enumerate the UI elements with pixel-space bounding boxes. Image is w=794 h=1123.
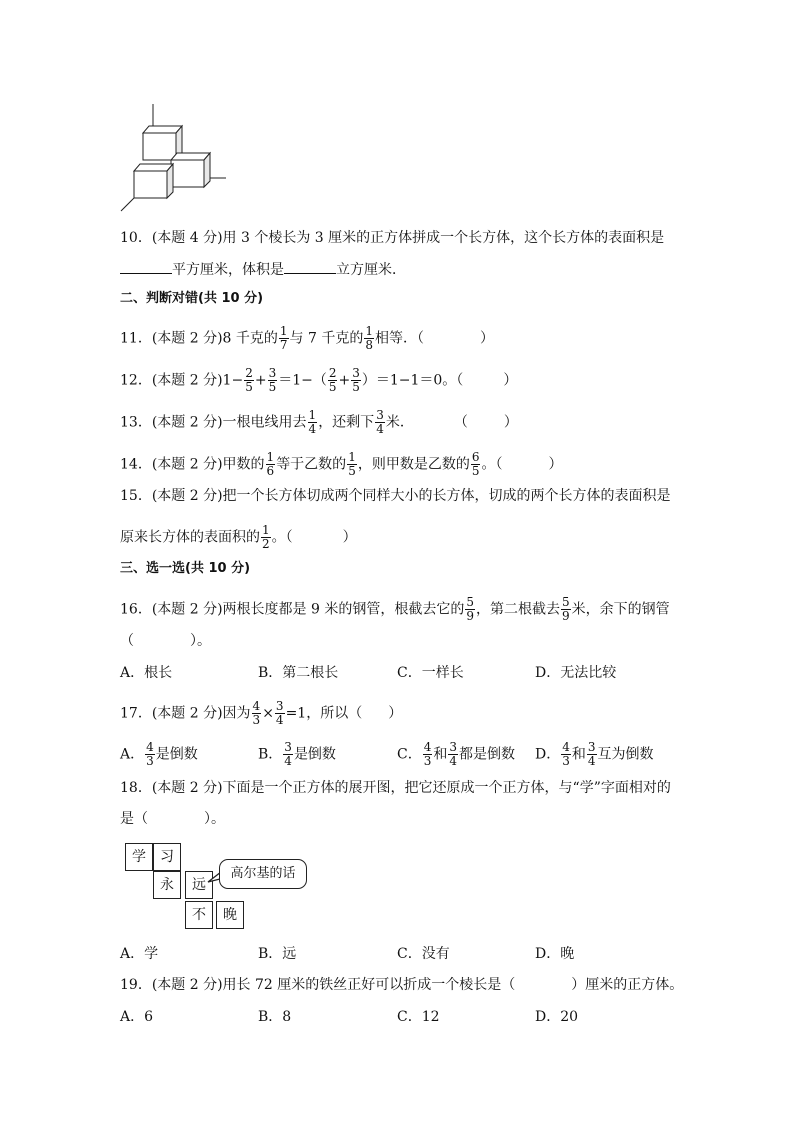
net-face-1: 学 — [125, 843, 153, 871]
fraction: $\frac{2}{5}$ — [245, 366, 253, 394]
fraction: $\frac{1}{2}$ — [262, 523, 270, 551]
net-face-3: 永 — [153, 871, 181, 899]
fraction: $\frac{4}{3}$ — [146, 740, 154, 768]
fraction: $\frac{6}{5}$ — [471, 450, 480, 478]
option-d[interactable]: D．20 — [535, 1009, 579, 1025]
net-face-4: 远 — [185, 871, 213, 899]
stacked-cubes-figure — [118, 100, 230, 215]
question-13: 13．(本题 2 分)一根电线用去 $\frac{1}{4}$ ，还剩下 $\frac{3}{4}$ 米． （ ） — [120, 408, 518, 436]
fraction: $\frac{3}{4}$ — [376, 408, 384, 436]
option-a[interactable]: A．根长 — [120, 665, 173, 681]
question-15-line2: 原来长方体的表面积的 $\frac{1}{2}$ 。（ ） — [120, 523, 357, 551]
fraction: $\frac{3}{5}$ — [268, 366, 277, 394]
fraction: $\frac{1}{7}$ — [279, 324, 288, 352]
fraction: $\frac{1}{4}$ — [308, 408, 317, 436]
fraction: $\frac{3}{4}$ — [284, 740, 292, 768]
fraction: $\frac{4}{3}$ — [423, 740, 432, 768]
fraction: $\frac{1}{5}$ — [348, 450, 356, 478]
net-face-5: 不 — [185, 901, 213, 929]
fraction: $\frac{2}{5}$ — [328, 366, 337, 394]
option-b[interactable]: B．远 — [258, 946, 297, 962]
fraction: $\frac{4}{3}$ — [562, 740, 570, 768]
fraction: $\frac{5}{9}$ — [466, 595, 474, 623]
option-a[interactable]: A．6 — [120, 1009, 154, 1025]
option-c[interactable]: C．没有 — [397, 946, 450, 962]
question-18-line1: 18．(本题 2 分)下面是一个正方体的展开图，把它还原成一个正方体，与“学”字面相对的 — [120, 780, 671, 796]
question-10-line2 — [120, 259, 406, 280]
option-a[interactable]: A．学 — [120, 946, 159, 962]
fraction: $\frac{1}{6}$ — [266, 450, 275, 478]
option-d[interactable]: D．晚 — [535, 946, 575, 962]
section-heading-true-false: 二、判断对错(共 10 分) — [120, 291, 264, 306]
fraction: $\frac{1}{8}$ — [365, 324, 373, 352]
question-10-text: 平方厘米，体积是 — [172, 262, 284, 278]
option-c[interactable]: C．12 — [397, 1009, 440, 1025]
answer-blank[interactable] — [284, 259, 336, 274]
question-19: 19．(本题 2 分)用长 72 厘米的铁丝正好可以折成一个棱长是（ ）厘米的正方体。 — [120, 977, 684, 993]
question-11: 11．(本题 2 分)8 千克的 $\frac{1}{7}$ 与 7 千克的 $\frac{1}{8}$ 相等．（ ） — [120, 324, 494, 352]
net-face-2: 习 — [153, 843, 181, 871]
fraction: $\frac{3}{5}$ — [352, 366, 360, 394]
option-b[interactable]: B．8 — [258, 1009, 292, 1025]
question-10-line1: 10．(本题 4 分)用 3 个棱长为 3 厘米的正方体拼成一个长方体，这个长方体的表面积是 — [120, 230, 665, 246]
fraction: $\frac{5}{9}$ — [562, 595, 570, 623]
option-a[interactable]: A． $\frac{4}{3}$ 是倒数 — [120, 740, 198, 768]
option-b[interactable]: B．第二根长 — [258, 665, 339, 681]
fraction: $\frac{4}{3}$ — [252, 699, 261, 727]
question-18-line2: 是（ ）。 — [120, 811, 225, 827]
section-heading-multiple-choice: 三、选一选(共 10 分) — [120, 561, 251, 576]
question-15-line1: 15．(本题 2 分)把一个长方体切成两个同样大小的长方体，切成的两个长方体的表面积是 — [120, 488, 671, 504]
option-d[interactable]: D．无法比较 — [535, 665, 617, 681]
fraction: $\frac{3}{4}$ — [275, 699, 284, 727]
question-16-line2: （ ）。 — [120, 633, 211, 649]
question-16-line1: 16．(本题 2 分)两根长度都是 9 米的钢管，根截去它的 $\frac{5}{9}$ ，第二根截去 $\frac{5}{9}$ 米，余下的钢管 — [120, 595, 670, 623]
option-d[interactable]: D． $\frac{4}{3}$ 和 $\frac{3}{4}$ 互为倒数 — [535, 740, 654, 768]
net-face-6: 晚 — [216, 901, 244, 929]
fraction: $\frac{3}{4}$ — [449, 740, 457, 768]
speech-bubble: 高尔基的话 — [219, 859, 307, 889]
option-c[interactable]: C．一样长 — [397, 665, 464, 681]
option-b[interactable]: B． $\frac{3}{4}$ 是倒数 — [258, 740, 336, 768]
question-14: 14．(本题 2 分)甲数的 $\frac{1}{6}$ 等于乙数的 $\frac{1}{5}$ ，则甲数是乙数的 $\frac{6}{5}$ 。（ ） — [120, 450, 563, 478]
question-17: 17．(本题 2 分)因为 $\frac{4}{3}$ × $\frac{3}{4}$ =1，所以（ ） — [120, 699, 403, 727]
answer-blank[interactable] — [120, 259, 172, 274]
option-c[interactable]: C． $\frac{4}{3}$ 和 $\frac{3}{4}$ 都是倒数 — [397, 740, 515, 768]
question-12: 12．(本题 2 分)1− $\frac{2}{5}$ + $\frac{3}{5}$ ＝1−（ $\frac{2}{5}$ + $\frac{3}{5}$ ）＝1−1＝0。（ ） — [120, 366, 518, 394]
question-10-text: 立方厘米． — [336, 262, 406, 278]
fraction: $\frac{3}{4}$ — [587, 740, 596, 768]
